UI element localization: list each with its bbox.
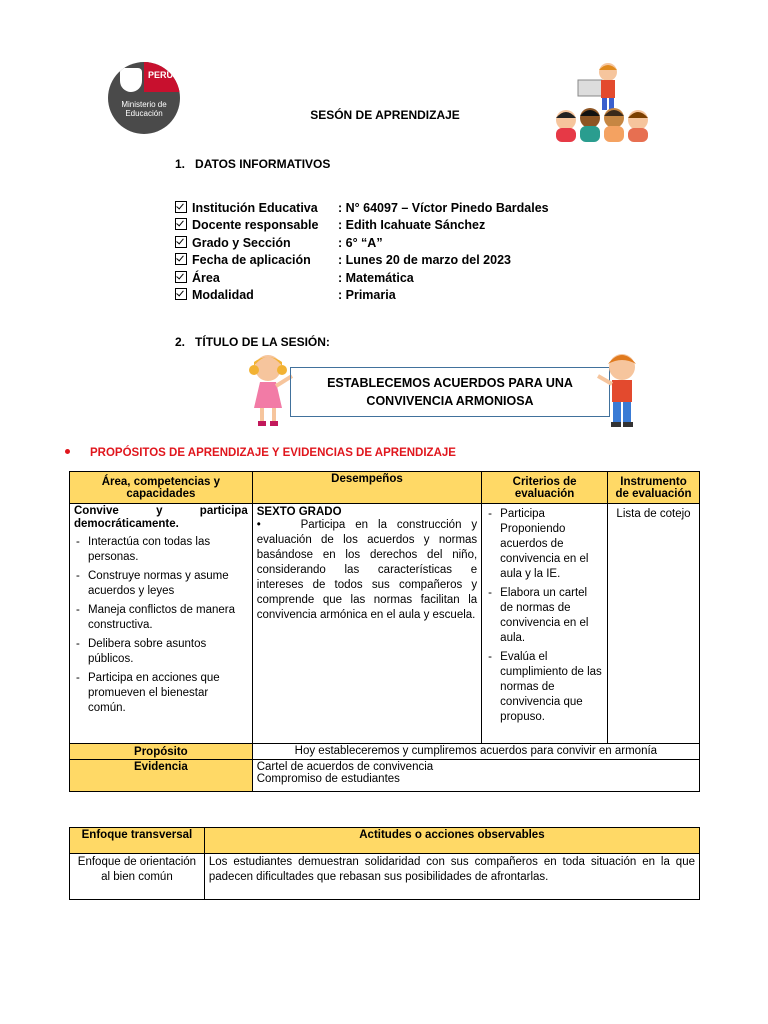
checkbox-checked-icon (175, 271, 187, 283)
header-approach: Enfoque transversal (70, 828, 205, 854)
info-row-modality: Modalidad : Primaria (175, 288, 193, 305)
capacity-item: - Construye normas y asume acuerdos y leyes (74, 569, 248, 599)
section-1-heading: 1. DATOS INFORMATIVOS (175, 157, 331, 171)
coat-of-arms-icon (120, 68, 142, 92)
header-instrument: Instrumento de evaluación (608, 472, 700, 504)
instrument-cell: Lista de cotejo (608, 504, 700, 744)
info-row-area: Área : Matemática (175, 271, 193, 288)
page-title: SESÓN DE APRENDIZAJE (310, 108, 460, 122)
info-row-teacher: Docente responsable : Edith Icahuate Sánchez (175, 218, 193, 235)
purpose-label: Propósito (70, 744, 253, 760)
info-row-institution: Institución Educativa : N° 64097 – Víctor Pinedo Bardales (175, 201, 193, 218)
children-group-illustration (548, 60, 658, 144)
bullet-icon: • (256, 519, 301, 531)
evidence-line: Cartel de acuerdos de convivencia (256, 761, 434, 773)
evidence-cell (252, 760, 699, 792)
learning-purposes-table (69, 471, 700, 792)
session-title-box: ESTABLECEMOS ACUERDOS PARA UNA CONVIVENCIA ARMONIOSA (290, 367, 610, 417)
section-2-heading: 2. TÍTULO DE LA SESIÓN: (175, 335, 330, 349)
evidence-label: Evidencia (70, 760, 253, 792)
checkbox-checked-icon (175, 253, 187, 265)
info-row-date: Fecha de aplicación : Lunes 20 de marzo del 2023 (175, 253, 193, 270)
grade-label: SEXTO GRADO (256, 506, 342, 518)
purpose-text: Hoy estableceremos y cumpliremos acuerdos para convivir en armonía (252, 744, 699, 760)
approach-cell: Enfoque de orientación al bien común (70, 854, 205, 900)
performance-cell (252, 504, 481, 744)
bullet-icon (65, 449, 70, 454)
logo-ministry: Ministerio de Educación (121, 100, 167, 118)
ministry-logo (108, 62, 180, 134)
purposes-heading: PROPÓSITOS DE APRENDIZAJE Y EVIDENCIAS DE APRENDIZAJE (65, 447, 456, 459)
competency-cell (70, 504, 253, 744)
checkbox-checked-icon (175, 236, 187, 248)
info-row-grade: Grado y Sección : 6° “A” (175, 236, 193, 253)
header-area: Área, competencias y capacidades (70, 472, 253, 504)
checkbox-checked-icon (175, 201, 187, 213)
attitude-cell: Los estudiantes demuestran solidaridad con sus compañeros en toda situación en la que padecen dificultades que rebasan sus posibilidades de afrontarlas. (204, 854, 699, 900)
header-performance: Desempeños (252, 472, 481, 504)
capacity-item: - Maneja conflictos de manera constructiva. (74, 603, 248, 633)
transversal-approach-table (69, 827, 700, 900)
criteria-item: - Evalúa el cumplimiento de las normas de convivencia que propuso. (486, 650, 603, 725)
competency-title: Convive y participa democráticamente. (74, 505, 248, 530)
evidence-line: Compromiso de estudiantes (256, 773, 400, 785)
capacity-item: - Interactúa con todas las personas. (74, 535, 248, 565)
boy-illustration (596, 350, 646, 430)
girl-illustration (246, 352, 296, 428)
criteria-cell (482, 504, 608, 744)
checkbox-checked-icon (175, 288, 187, 300)
checkbox-checked-icon (175, 218, 187, 230)
header-criteria: Criterios de evaluación (482, 472, 608, 504)
criteria-item: - Participa Proponiendo acuerdos de convivencia en el aula y la IE. (486, 507, 603, 582)
criteria-item: - Elabora un cartel de normas de convivencia en el aula. (486, 586, 603, 646)
logo-country: PERÚ (148, 70, 174, 80)
capacity-item: - Participa en acciones que promueven el bienestar común. (74, 671, 248, 716)
capacity-item: - Delibera sobre asuntos públicos. (74, 637, 248, 667)
header-attitudes: Actitudes o acciones observables (204, 828, 699, 854)
performance-text: • Participa en la construcción y evaluación de los acuerdos y normas basándose en los derechos del niño, considerando las características e intereses de todos sus compañeros y comprende que las normas facilitan la convivencia armónica en el aula y escuela. (256, 519, 478, 621)
